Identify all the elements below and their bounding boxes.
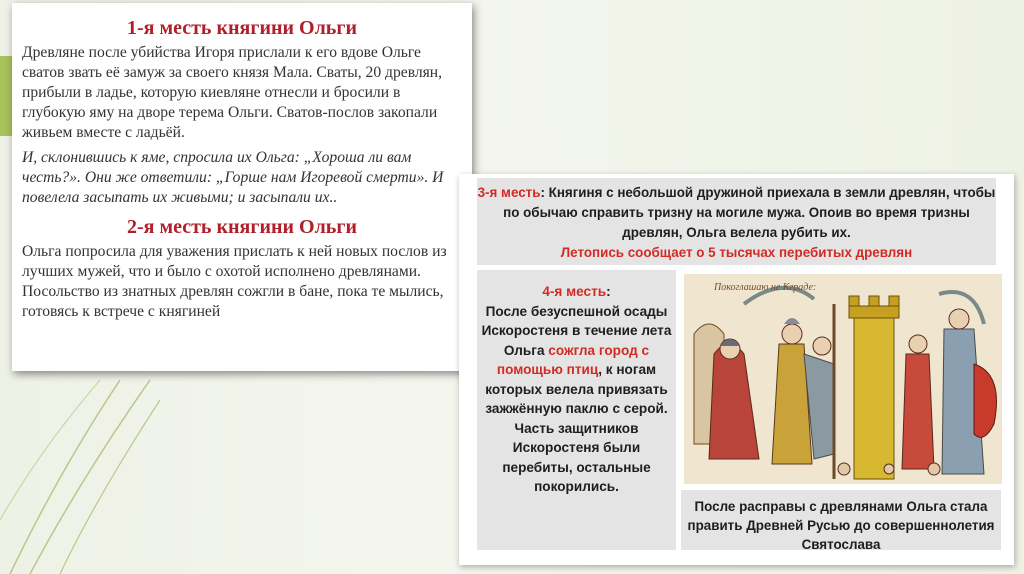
- illustration-caption: Покоглашаю не Кграде:: [714, 282, 817, 293]
- revenge4-text-red: сожгла город с помощью птиц: [496, 342, 650, 377]
- revenge2-title: 2-я месть княгини Ольги: [127, 216, 357, 238]
- revenge1-quote: И, склонившись к яме, спросила их Ольга: „Хороша ли вам честь?». Они же ответили: „Горше нам Игоревой смерти». И повелела засыпать их живыми; и засыпали их..: [22, 149, 444, 206]
- aftermath-box: [681, 490, 1001, 550]
- revenge4-text-a: После безуспешной осады Искоростеня в течение лета Ольга: [481, 303, 672, 358]
- revenge3-text: : Княгиня с небольшой дружиной приехала в земли древлян, чтобы по обычаю справить тризну на могиле мужа. Опоив во время тризны древлян, Ольга велела рубить их.: [503, 185, 996, 240]
- revenge3-label: 3-я месть: [477, 185, 541, 200]
- accent-bar: [0, 56, 12, 136]
- revenge3-box: [477, 178, 996, 265]
- revenge1-title: 1-я месть княгини Ольги: [127, 17, 357, 39]
- revenge2-text: Ольга попросила для уважения прислать к ней новых послов из лучших мужей, что и было с охотой исполнено древлянами. Посольство из знатных древлян сожгли в бане, пока те мылись, готовясь к встрече с княгиней: [22, 243, 447, 320]
- revenge3-note: Летопись сообщает о 5 тысячах перебитых древлян: [560, 245, 913, 260]
- revenge4-box: [477, 270, 676, 550]
- revenge1-text: Древляне после убийства Игоря прислали к его вдове Ольге сватов звать её замуж за своего князя Мала. Сваты, 20 древлян, прибыли в ладье, которую киевляне отнесли и бросили в глубокую яму на дворе терема Ольги. Сватов-послов закопали живьем вместе с ладьёй.: [22, 44, 443, 141]
- chronicle-illustration: [684, 274, 1002, 484]
- left-text-card: [12, 3, 472, 371]
- revenge4-text-b: , к ногам которых велела привязать зажжённую паклю с серой. Часть защитников Искоростеня были перебиты, остальные покорились.: [485, 362, 668, 494]
- right-composite-card: [459, 174, 1014, 565]
- aftermath-text: После расправы с древлянами Ольга стала править Древней Русью до совершеннолетия Святослава: [687, 499, 995, 552]
- revenge4-label: 4-я месть: [542, 284, 607, 299]
- miniature-drawing: [684, 274, 1002, 484]
- revenge4-colon: :: [606, 284, 611, 299]
